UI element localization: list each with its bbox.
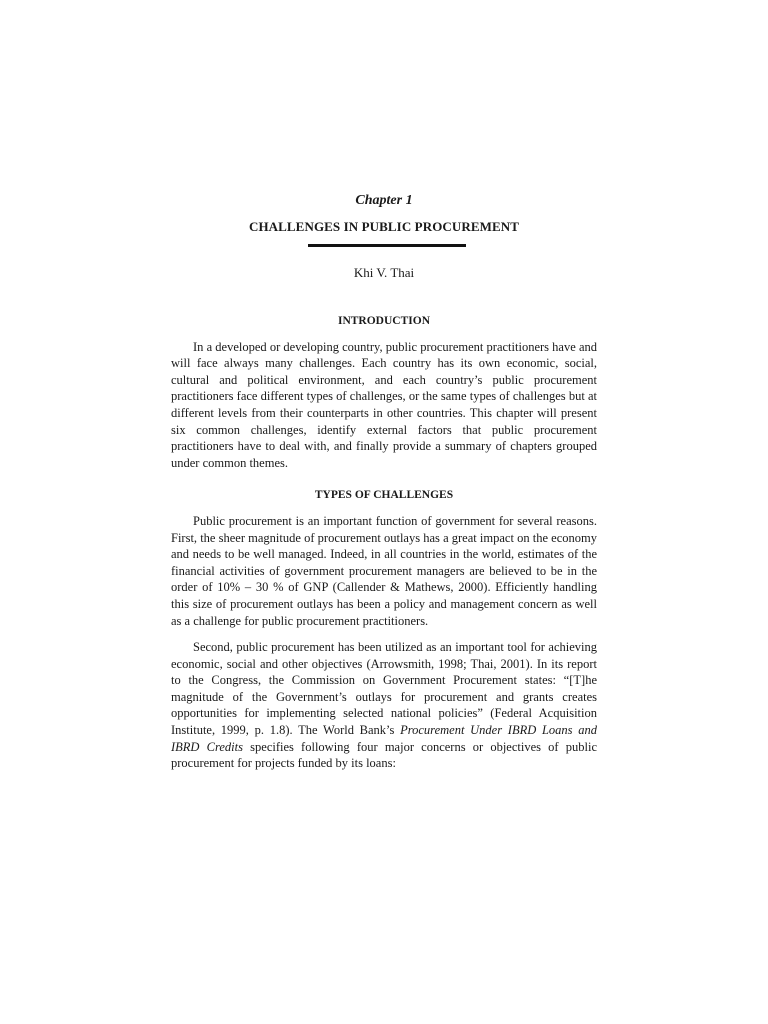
body-text — [171, 313, 597, 782]
chapter-label: Chapter 1 — [355, 193, 413, 208]
title-divider — [308, 244, 466, 247]
introduction-paragraph: In a developed or developing country, public procurement practitioners have and will face always many challenges. Each country has its own economic, social, cultural and political environment, and each country’s public procurement practitioners face different types of challenges, or the same types of challenges but at different levels from their counterparts in other countries. This chapter will present six common challenges, identify external factors that public procurement practitioners have to deal with, and finally provide a summary of chapters grouped under common themes. — [171, 339, 597, 470]
challenges-paragraph-2 — [171, 639, 597, 772]
chapter-title: CHALLENGES IN PUBLIC PROCUREMENT — [248, 219, 520, 234]
publication-title-italic: Procurement Under IBRD Loans and IBRD Credits — [171, 723, 597, 754]
paragraph-2-text-end: specifies following four major concerns or objectives of public procurement for projects funded by its loans: — [171, 739, 597, 771]
types-of-challenges-heading: TYPES OF CHALLENGES — [314, 489, 454, 502]
introduction-heading: INTRODUCTION — [337, 315, 430, 327]
author-name: Khi V. Thai — [353, 265, 415, 280]
challenges-paragraph-1: Public procurement is an important function of government for several reasons. First, the sheer magnitude of procurement outlays has a great impact on the economy and needs to be well managed. Indeed, in all countries in the world, estimates of the financial activities of government procurement managers are believed to be in the order of 10% – 30 % of GNP (Callender & Mathews, 2000). Efficiently handling this size of procurement outlays has been a policy and management concern as well as a challenge for public procurement practitioners. — [171, 513, 597, 628]
paragraph-2-text-start: Second, public procurement has been utilized as an important tool for achieving economic, social and other objectives (Arrowsmith, 1998; Thai, 2001). In its report to the Congress, the Commission on Government Procurement states: “[T]he magnitude of the Government’s outlays for procurement and grants creates opportunities for implementing selected national policies” (Federal Acquisition Institute, 1999, p. 1.8). The World Bank’s — [171, 640, 597, 738]
